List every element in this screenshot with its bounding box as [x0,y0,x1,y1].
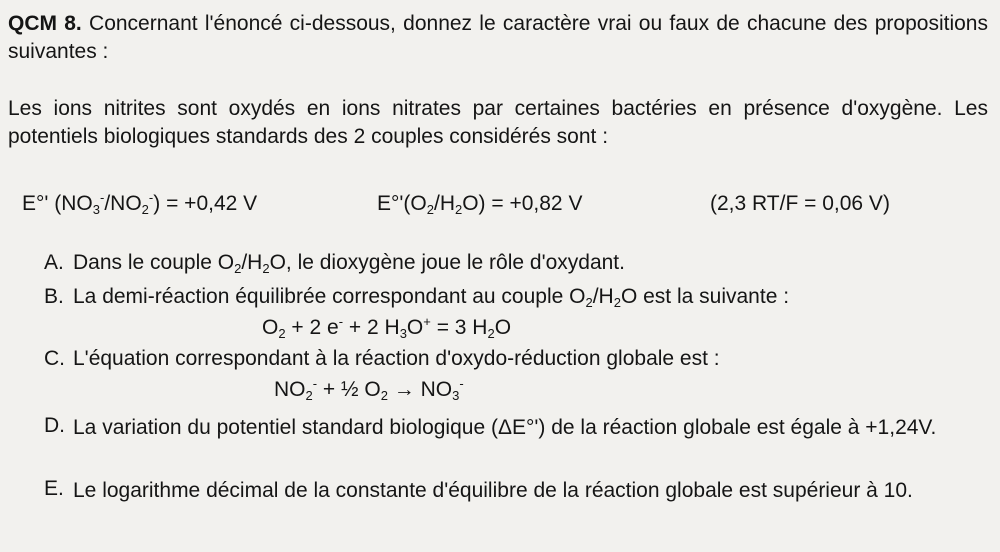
option-c-letter: C. [44,347,65,370]
question-prompt: Concernant l'énoncé ci-dessous, donnez le caractère vrai ou faux de chacune des propositions suivantes : [8,12,988,63]
question-header [8,10,988,66]
option-d-letter: D. [44,414,65,437]
option-a-text: Dans le couple $O_2/H_2O$, le dioxygène joue le rôle d'oxydant. [73,251,625,276]
option-e-letter: E. [44,477,64,500]
option-c [44,345,994,373]
context-paragraph: Les ions nitrites sont oxydés en ions nitrates par certaines bactéries en présence d'oxygène. Les potentiels biologiques standards des 2 couples considérés sont : [8,97,988,148]
question-label: QCM 8. [8,12,82,35]
option-c-text: L'équation correspondant à la réaction d'oxydo-réduction globale est : [73,347,720,370]
constant-value: (2,3 RT/F = 0,06 V) [710,192,890,215]
potential-nitrite-couple: E°' $(NO_3^-/NO_2^-) = +0,42$ V [22,190,258,217]
option-c-equation: $NO_2^-$ + ½ $O_2 \to NO_3^-$ [274,376,464,403]
option-e [44,475,994,506]
option-e-text: Le logarithme décimal de la constante d'équilibre de la réaction globale est supérieur à 10. [73,479,913,502]
option-d [44,412,994,443]
option-b-letter: B. [44,285,64,308]
option-a-letter: A. [44,251,64,274]
option-b [44,283,994,311]
option-b-text: La demi-réaction équilibrée correspondant au couple $O_2/H_2O$ est la suivante : [73,285,790,310]
potential-oxygen-couple: $E^\circ'(O_2/H_2O) = +0,82$ V [377,192,583,217]
option-d-text: La variation du potentiel standard biologique (ΔE°') de la réaction globale est égale à +1,24V. [73,416,937,439]
option-a [44,249,994,277]
option-b-equation: $O_2 + 2$ e- + 2 $H_3O^+ = 3$ $H_2O$ [262,314,512,341]
